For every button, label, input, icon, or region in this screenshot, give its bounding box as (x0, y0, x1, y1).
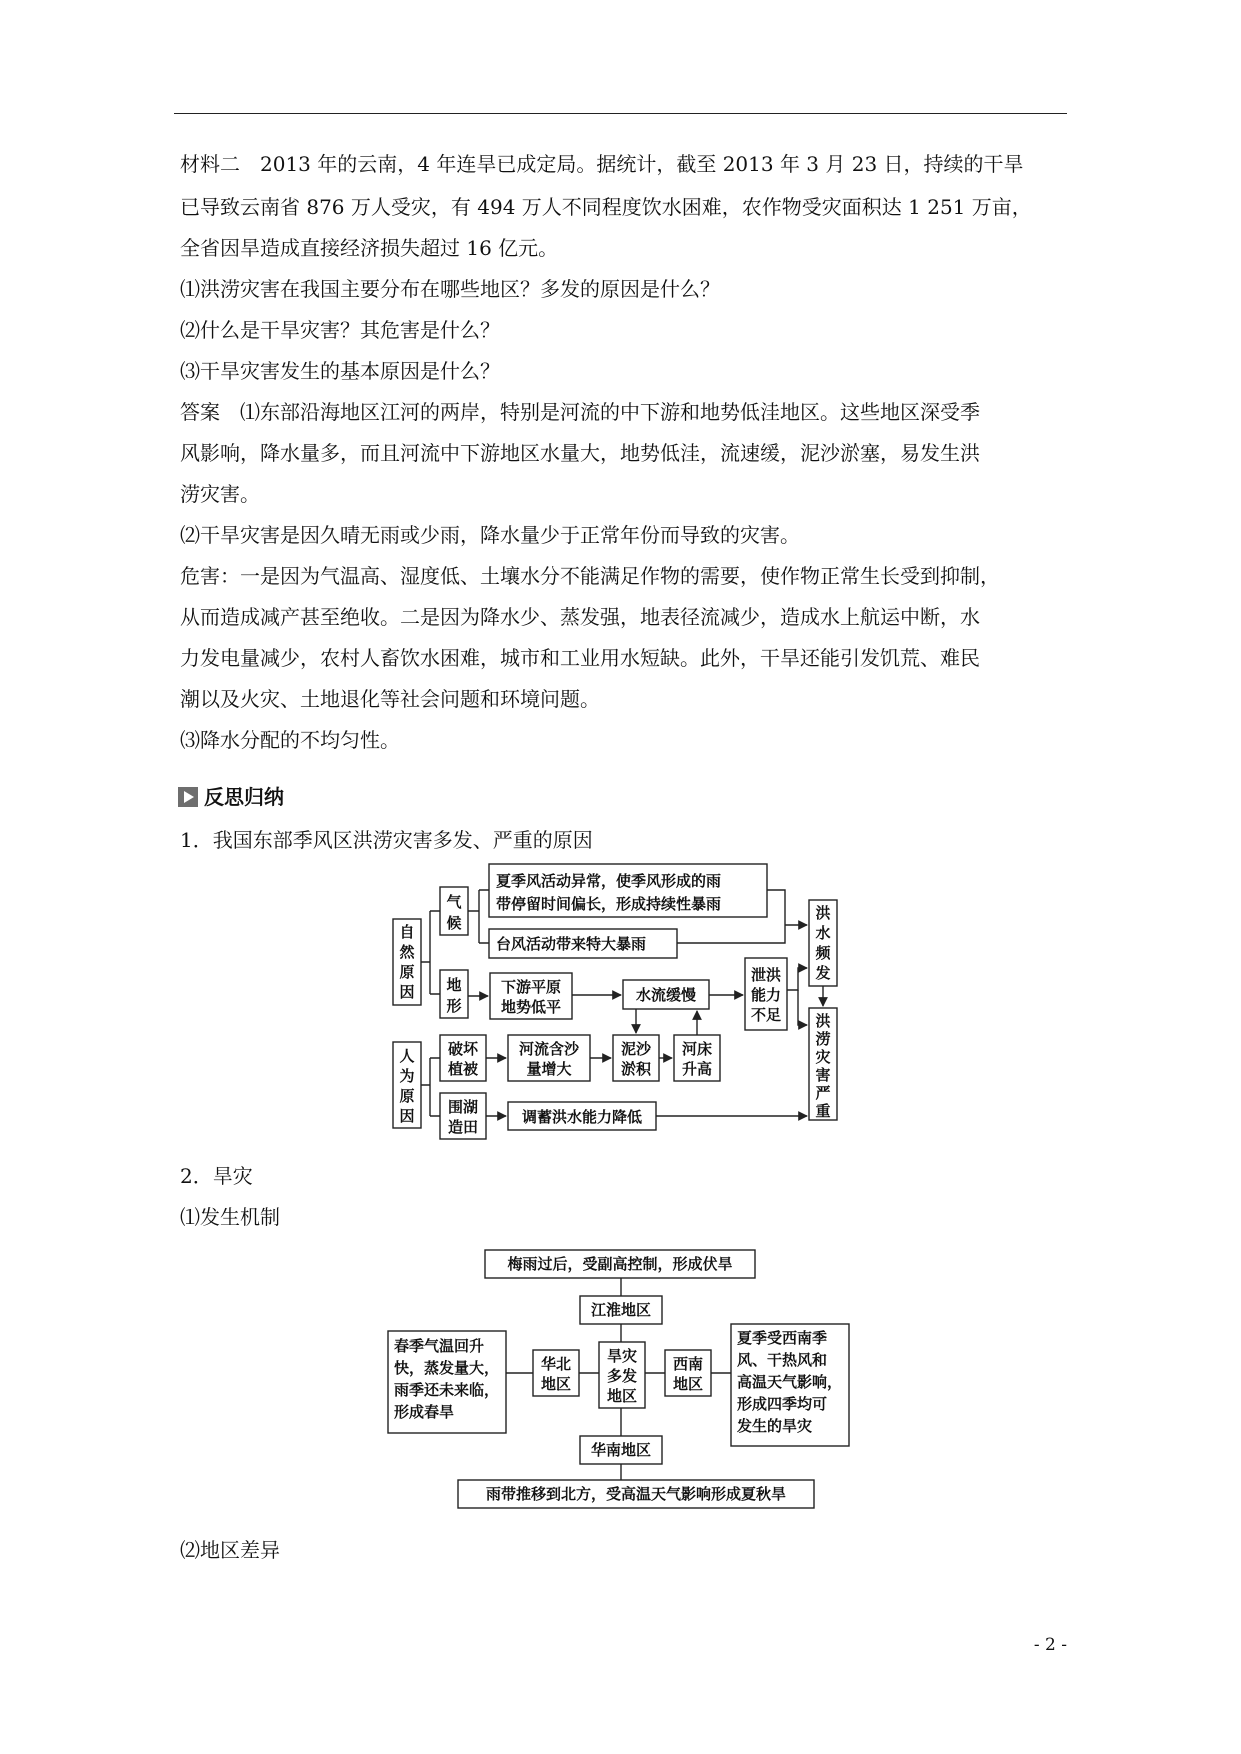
item2-title: 2．旱灾 (180, 1164, 253, 1188)
answer-line-5: 危害：一是因为气温高、湿度低、土壤水分不能满足作物的需要，使作物正常生长受到抑制， (180, 564, 1000, 588)
terrain-char-1: 地 (446, 976, 462, 994)
spring-text-2: 快，蒸发量大， (394, 1359, 500, 1377)
page-number: - 2 - (1033, 1635, 1067, 1655)
center-text-1: 旱灾 (606, 1347, 638, 1365)
answer-line-8: 潮以及火灾、土地退化等社会问题和环境问题。 (180, 687, 600, 711)
climate-char-1: 气 (446, 893, 462, 911)
riverbed-text-1: 河床 (681, 1040, 713, 1058)
typhoon-text: 台风活动带来特大暴雨 (496, 935, 647, 953)
reclaim-text-1: 围湖 (447, 1098, 479, 1116)
human-char-2: 为 (399, 1067, 415, 1085)
natural-char-4: 因 (399, 983, 415, 1001)
natural-char-2: 然 (399, 943, 415, 961)
center-text-3: 地区 (606, 1387, 638, 1405)
answer-line-6: 从而造成减产甚至绝收。二是因为降水少、蒸发强，地表径流减少，造成水上航运中断，水 (180, 605, 980, 629)
spring-text-1: 春季气温回升 (394, 1337, 485, 1355)
flood-severe-char-5: 严 (815, 1084, 831, 1102)
human-char-3: 原 (399, 1087, 415, 1105)
answer-line-2: 风影响，降水量多，而且河流中下游地区水量大，地势低洼，流速缓，泥沙淤塞，易发生洪 (180, 441, 980, 465)
summer-text-5: 发生的旱灾 (737, 1417, 813, 1435)
flood-severe-char-6: 重 (815, 1102, 831, 1120)
terrain-char-2: 形 (446, 997, 462, 1015)
jianghuai-text: 江淮地区 (590, 1301, 652, 1319)
discharge-text-3: 不足 (750, 1006, 782, 1024)
sand-text-1: 河流含沙 (518, 1040, 580, 1058)
destroy-text-2: 植被 (447, 1060, 479, 1078)
answer-line-1: 答案 ⑴东部沿海地区江河的两岸，特别是河流的中下游和地势低洼地区。这些地区深受季 (180, 400, 980, 424)
monsoon-text-1: 夏季风活动异常，使季风形成的雨 (496, 872, 722, 890)
spring-text-3: 雨季还未来临， (394, 1381, 500, 1399)
sub2-title: ⑵地区差异 (180, 1538, 280, 1562)
flood-severe-char-4: 害 (815, 1066, 831, 1084)
flood-severe-char-3: 灾 (815, 1048, 831, 1066)
material-line-2: 已导致云南省 876 万人受灾，有 494 万人不同程度饮水困难，农作物受灾面积达 1 251 万亩， (180, 195, 1032, 219)
natural-char-3: 原 (399, 963, 415, 981)
top-text: 梅雨过后，受副高控制，形成伏旱 (507, 1255, 733, 1273)
section-heading-text: 反思归纳 (204, 785, 284, 809)
answer-line-3: 涝灾害。 (180, 482, 260, 506)
slow-flow-text: 水流缓慢 (635, 986, 697, 1004)
answer-line-9: ⑶降水分配的不均匀性。 (180, 728, 400, 752)
spring-text-4: 形成春旱 (394, 1403, 455, 1421)
question-1: ⑴洪涝灾害在我国主要分布在哪些地区？多发的原因是什么？ (180, 277, 720, 301)
discharge-text-1: 泄洪 (750, 966, 782, 984)
material-line-1: 材料二 2013 年的云南，4 年连旱已成定局。据统计，截至 2013 年 3 月 23 日，持续的干旱 (180, 152, 1024, 176)
south-text: 华南地区 (590, 1441, 652, 1459)
discharge-text-2: 能力 (750, 986, 782, 1004)
riverbed-text-2: 升高 (681, 1060, 713, 1078)
sw-text-2: 地区 (672, 1375, 704, 1393)
human-char-4: 因 (399, 1107, 415, 1125)
flood-frequent-char-4: 发 (815, 964, 831, 982)
summer-text-1: 夏季受西南季 (737, 1329, 828, 1347)
summer-text-4: 形成四季均可 (737, 1395, 828, 1413)
flood-frequent-char-2: 水 (815, 924, 831, 942)
silt-text-2: 淤积 (620, 1060, 652, 1078)
bottom-text: 雨带推移到北方，受高温天气影响形成夏秋旱 (485, 1485, 787, 1503)
material-line-3: 全省因旱造成直接经济损失超过 16 亿元。 (180, 236, 559, 260)
flood-frequent-char-3: 频 (815, 944, 831, 962)
human-char-1: 人 (399, 1047, 415, 1065)
answer-line-7: 力发电量减少，农村人畜饮水困难，城市和工业用水短缺。此外，干旱还能引发饥荒、难民 (180, 646, 980, 670)
answer-line-4: ⑵干旱灾害是因久晴无雨或少雨，降水量少于正常年份而导致的灾害。 (180, 523, 800, 547)
center-text-2: 多发 (606, 1367, 638, 1385)
sand-text-2: 量增大 (526, 1060, 572, 1078)
silt-text-1: 泥沙 (620, 1040, 652, 1058)
question-3: ⑶干旱灾害发生的基本原因是什么？ (180, 359, 500, 383)
flood-frequent-char-1: 洪 (815, 904, 831, 922)
reclaim-text-2: 造田 (447, 1118, 479, 1136)
sub1-title: ⑴发生机制 (180, 1205, 280, 1229)
north-text-1: 华北 (540, 1355, 572, 1373)
monsoon-text-2: 带停留时间偏长，形成持续性暴雨 (496, 895, 722, 913)
summer-text-3: 高温天气影响， (737, 1373, 843, 1391)
climate-char-2: 候 (446, 914, 462, 932)
lower-plain-text-1: 下游平原 (500, 978, 562, 996)
sw-text-1: 西南 (672, 1355, 704, 1373)
north-text-2: 地区 (540, 1375, 572, 1393)
destroy-text-1: 破坏 (447, 1040, 479, 1058)
item1-title: 1．我国东部季风区洪涝灾害多发、严重的原因 (180, 828, 593, 852)
flood-severe-char-2: 涝 (815, 1030, 831, 1048)
natural-char-1: 自 (399, 923, 415, 941)
storage-text: 调蓄洪水能力降低 (521, 1108, 643, 1126)
question-2: ⑵什么是干旱灾害？其危害是什么？ (180, 318, 500, 342)
flood-severe-char-1: 洪 (815, 1012, 831, 1030)
summer-text-2: 风、干热风和 (737, 1351, 828, 1369)
lower-plain-text-2: 地势低平 (500, 998, 562, 1016)
